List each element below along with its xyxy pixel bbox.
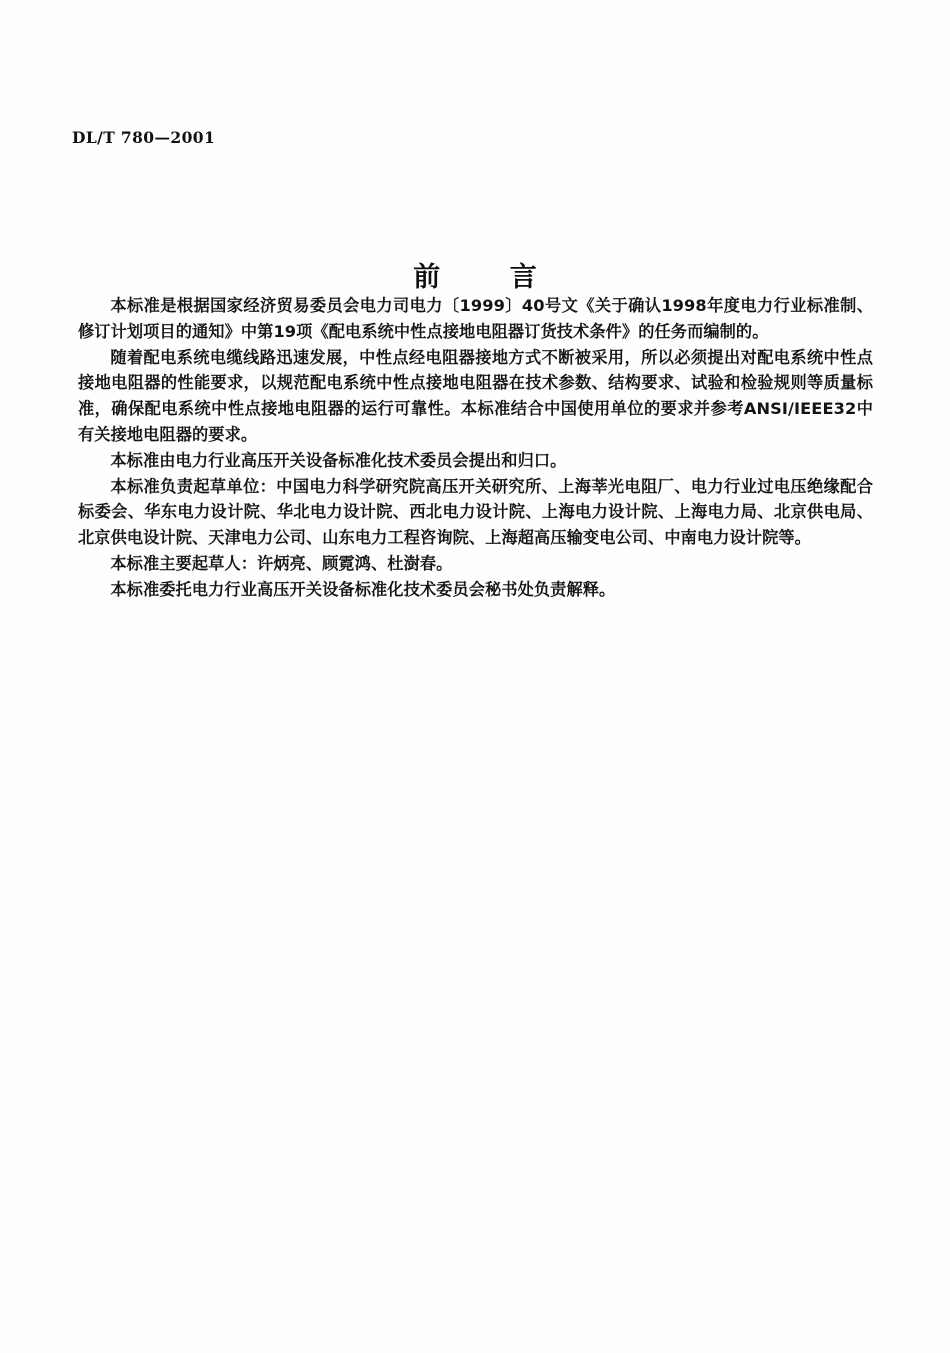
- standard-number-header: DL/T 780—2001: [72, 128, 216, 147]
- paragraph-4-drafting-units: 本标准负责起草单位：中国电力科学研究院高压开关研究所、上海莘光电阻厂、电力行业过电压绝缘配合标委会、华东电力设计院、华北电力设计院、西北电力设计院、上海电力设计院、上海电力局、北京供电局、北京供电设计院、天津电力公司、山东电力工程咨询院、上海超高压输变电公司、中南电力设计院等。: [78, 476, 873, 548]
- paragraph-1: 本标准是根据国家经济贸易委员会电力司电力〔1999〕40号文《关于确认1998年度电力行业标准制、修订计划项目的通知》中第19项《配电系统中性点接地电阻器订货技术条件》的任务而编制的。: [78, 296, 873, 341]
- paragraph-6-interpretation: 本标准委托电力行业高压开关设备标准化技术委员会秘书处负责解释。: [110, 579, 616, 599]
- paragraph-2: 随着配电系统电缆线路迅速发展，中性点经电阻器接地方式不断被采用，所以必须提出对配电系统中性点接地电阻器的性能要求，以规范配电系统中性点接地电阻器在技术参数、结构要求、试验和检验规则等质量标准，确保配电系统中性点接地电阻器的运行可靠性。本标准结合中国使用单位的要求并参考ANSI/IEEE32中有关接地电阻器的要求。: [78, 347, 873, 444]
- paragraph-5-main-drafters: 本标准主要起草人：许炳亮、顾霓鸿、杜澍春。: [110, 553, 453, 573]
- foreword-body: [78, 293, 873, 603]
- paragraph-3: 本标准由电力行业高压开关设备标准化技术委员会提出和归口。: [110, 450, 567, 470]
- page-title: 前 言: [413, 262, 567, 294]
